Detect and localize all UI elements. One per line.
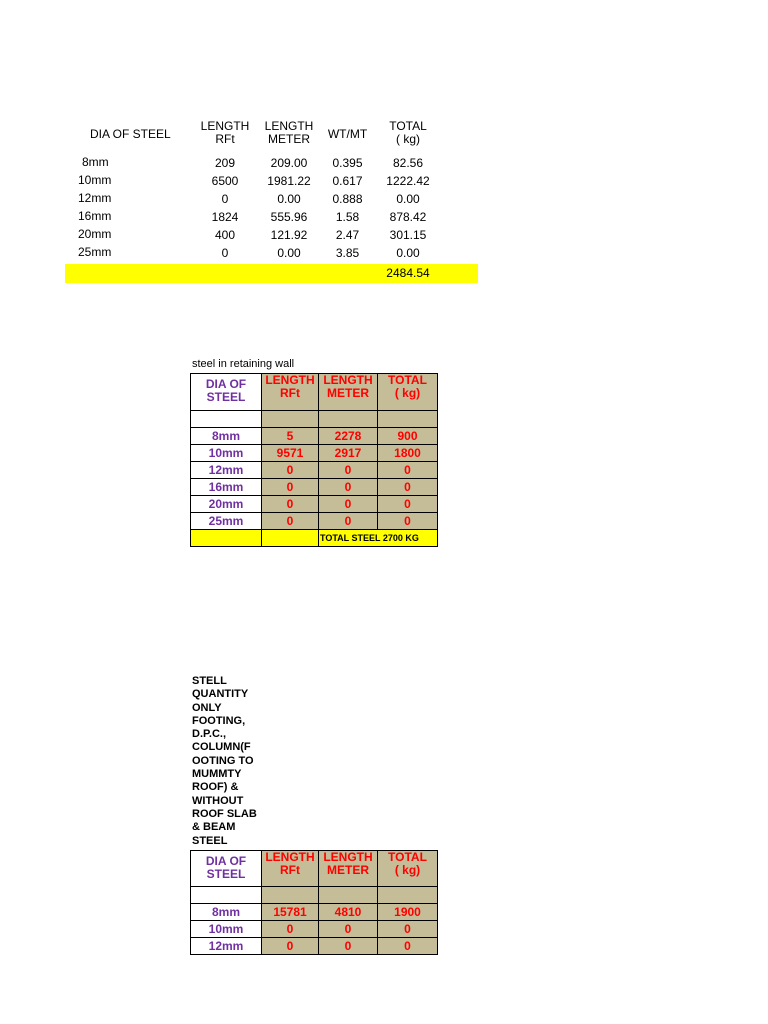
grand-total-value: 2484.54 — [386, 266, 430, 280]
header-length-rft: LENGTH RFt — [262, 374, 319, 411]
footing-steel-note: STELL QUANTITY ONLY FOOTING, D.P.C., COLUMN(F OOTING TO MUMMTY ROOF) & WITHOUT ROOF SLAB & BEAM STEEL — [192, 675, 257, 847]
table-row — [191, 938, 438, 955]
header-total-kg: TOTAL ( kg) — [389, 119, 427, 146]
cell-wt: 0.395 — [332, 156, 363, 170]
cell-rft: 15781 — [262, 904, 319, 921]
cell-meter: 0 — [319, 513, 378, 530]
cell-total: 878.42 — [389, 210, 427, 224]
cell-wt: 0.617 — [332, 174, 363, 188]
header-dia-of-steel: DIA OF STEEL — [90, 127, 171, 141]
footing-steel-table — [190, 850, 438, 955]
cell-meter: 2917 — [319, 445, 378, 462]
cell-dia: 12mm — [78, 191, 112, 205]
table-row — [191, 462, 438, 479]
table-row — [191, 496, 438, 513]
cell-dia: 10mm — [191, 445, 262, 462]
cell-rft: 0 — [262, 496, 319, 513]
cell-meter: 0 — [319, 921, 378, 938]
cell-meter: 0 — [319, 462, 378, 479]
header-length-meter: LENGTH METER — [319, 851, 378, 887]
table-row — [191, 445, 438, 462]
cell-meter: 555.96 — [270, 210, 308, 224]
header-total-kg: TOTAL ( kg) — [378, 374, 438, 411]
table-row — [191, 513, 438, 530]
cell-dia: 16mm — [78, 209, 112, 223]
cell-dia: 16mm — [191, 479, 262, 496]
cell-rft: 400 — [214, 228, 236, 242]
cell-dia: 8mm — [191, 428, 262, 445]
table-row — [191, 904, 438, 921]
cell-meter: 0.00 — [277, 192, 301, 206]
cell-meter: 0 — [319, 938, 378, 955]
table-row — [191, 479, 438, 496]
cell-dia: 8mm — [191, 904, 262, 921]
header-dia-of-steel: DIA OF STEEL — [191, 374, 262, 411]
header-length-rft: LENGTH RFt — [262, 851, 319, 887]
cell-total: 1800 — [378, 445, 438, 462]
cell-total: 0.00 — [396, 192, 420, 206]
cell-rft: 9571 — [262, 445, 319, 462]
cell-dia: 10mm — [191, 921, 262, 938]
cell-total: 0 — [378, 479, 438, 496]
cell-wt: 3.85 — [335, 246, 360, 260]
total-row — [191, 530, 438, 547]
cell-meter: 121.92 — [270, 228, 308, 242]
cell-meter: 209.00 — [270, 156, 308, 170]
cell-rft: 1824 — [211, 210, 239, 224]
header-length-rft: LENGTH RFt — [200, 119, 250, 146]
cell-dia: 20mm — [78, 227, 112, 241]
cell-rft: 0 — [262, 479, 319, 496]
cell-rft: 5 — [262, 428, 319, 445]
header-length-meter: LENGTH METER — [319, 374, 378, 411]
cell-total: 0 — [378, 921, 438, 938]
table-row — [191, 428, 438, 445]
cell-dia: 12mm — [191, 462, 262, 479]
cell-total: 1900 — [378, 904, 438, 921]
cell-dia: 25mm — [78, 245, 112, 259]
table-row — [191, 921, 438, 938]
cell-dia: 20mm — [191, 496, 262, 513]
cell-dia: 25mm — [191, 513, 262, 530]
cell-meter: 0 — [319, 496, 378, 513]
cell-wt: 1.58 — [335, 210, 360, 224]
cell-total: 0 — [378, 496, 438, 513]
header-total-kg: TOTAL ( kg) — [378, 851, 438, 887]
cell-rft: 209 — [214, 156, 236, 170]
cell-rft: 0 — [262, 921, 319, 938]
cell-rft: 0 — [262, 513, 319, 530]
cell-meter: 1981.22 — [267, 174, 311, 188]
cell-dia: 8mm — [82, 155, 109, 169]
cell-total: 0.00 — [396, 246, 420, 260]
cell-meter: 4810 — [319, 904, 378, 921]
cell-total: 0 — [378, 462, 438, 479]
cell-rft: 0 — [221, 246, 229, 260]
cell-meter: 0 — [319, 479, 378, 496]
cell-rft: 6500 — [211, 174, 239, 188]
spacer-row — [191, 887, 438, 904]
cell-wt: 0.888 — [332, 192, 363, 206]
cell-rft: 0 — [221, 192, 229, 206]
total-steel-note: TOTAL STEEL 2700 KG — [319, 530, 438, 547]
cell-rft: 0 — [262, 938, 319, 955]
spacer-row — [191, 411, 438, 428]
header-wt-mt: WT/MT — [327, 127, 368, 141]
header-length-meter: LENGTH METER — [264, 119, 314, 146]
cell-total: 1222.42 — [386, 174, 430, 188]
cell-total: 82.56 — [392, 156, 424, 170]
cell-dia: 10mm — [78, 173, 112, 187]
cell-rft: 0 — [262, 462, 319, 479]
cell-meter: 2278 — [319, 428, 378, 445]
cell-total: 900 — [378, 428, 438, 445]
retaining-wall-caption: steel in retaining wall — [192, 358, 295, 370]
header-row — [191, 374, 438, 411]
cell-total: 301.15 — [389, 228, 427, 242]
header-dia-of-steel: DIA OF STEEL — [191, 851, 262, 887]
cell-total: 0 — [378, 513, 438, 530]
cell-meter: 0.00 — [277, 246, 301, 260]
header-row — [191, 851, 438, 887]
cell-total: 0 — [378, 938, 438, 955]
cell-dia: 12mm — [191, 938, 262, 955]
retaining-wall-table — [190, 373, 438, 547]
cell-wt: 2.47 — [335, 228, 360, 242]
